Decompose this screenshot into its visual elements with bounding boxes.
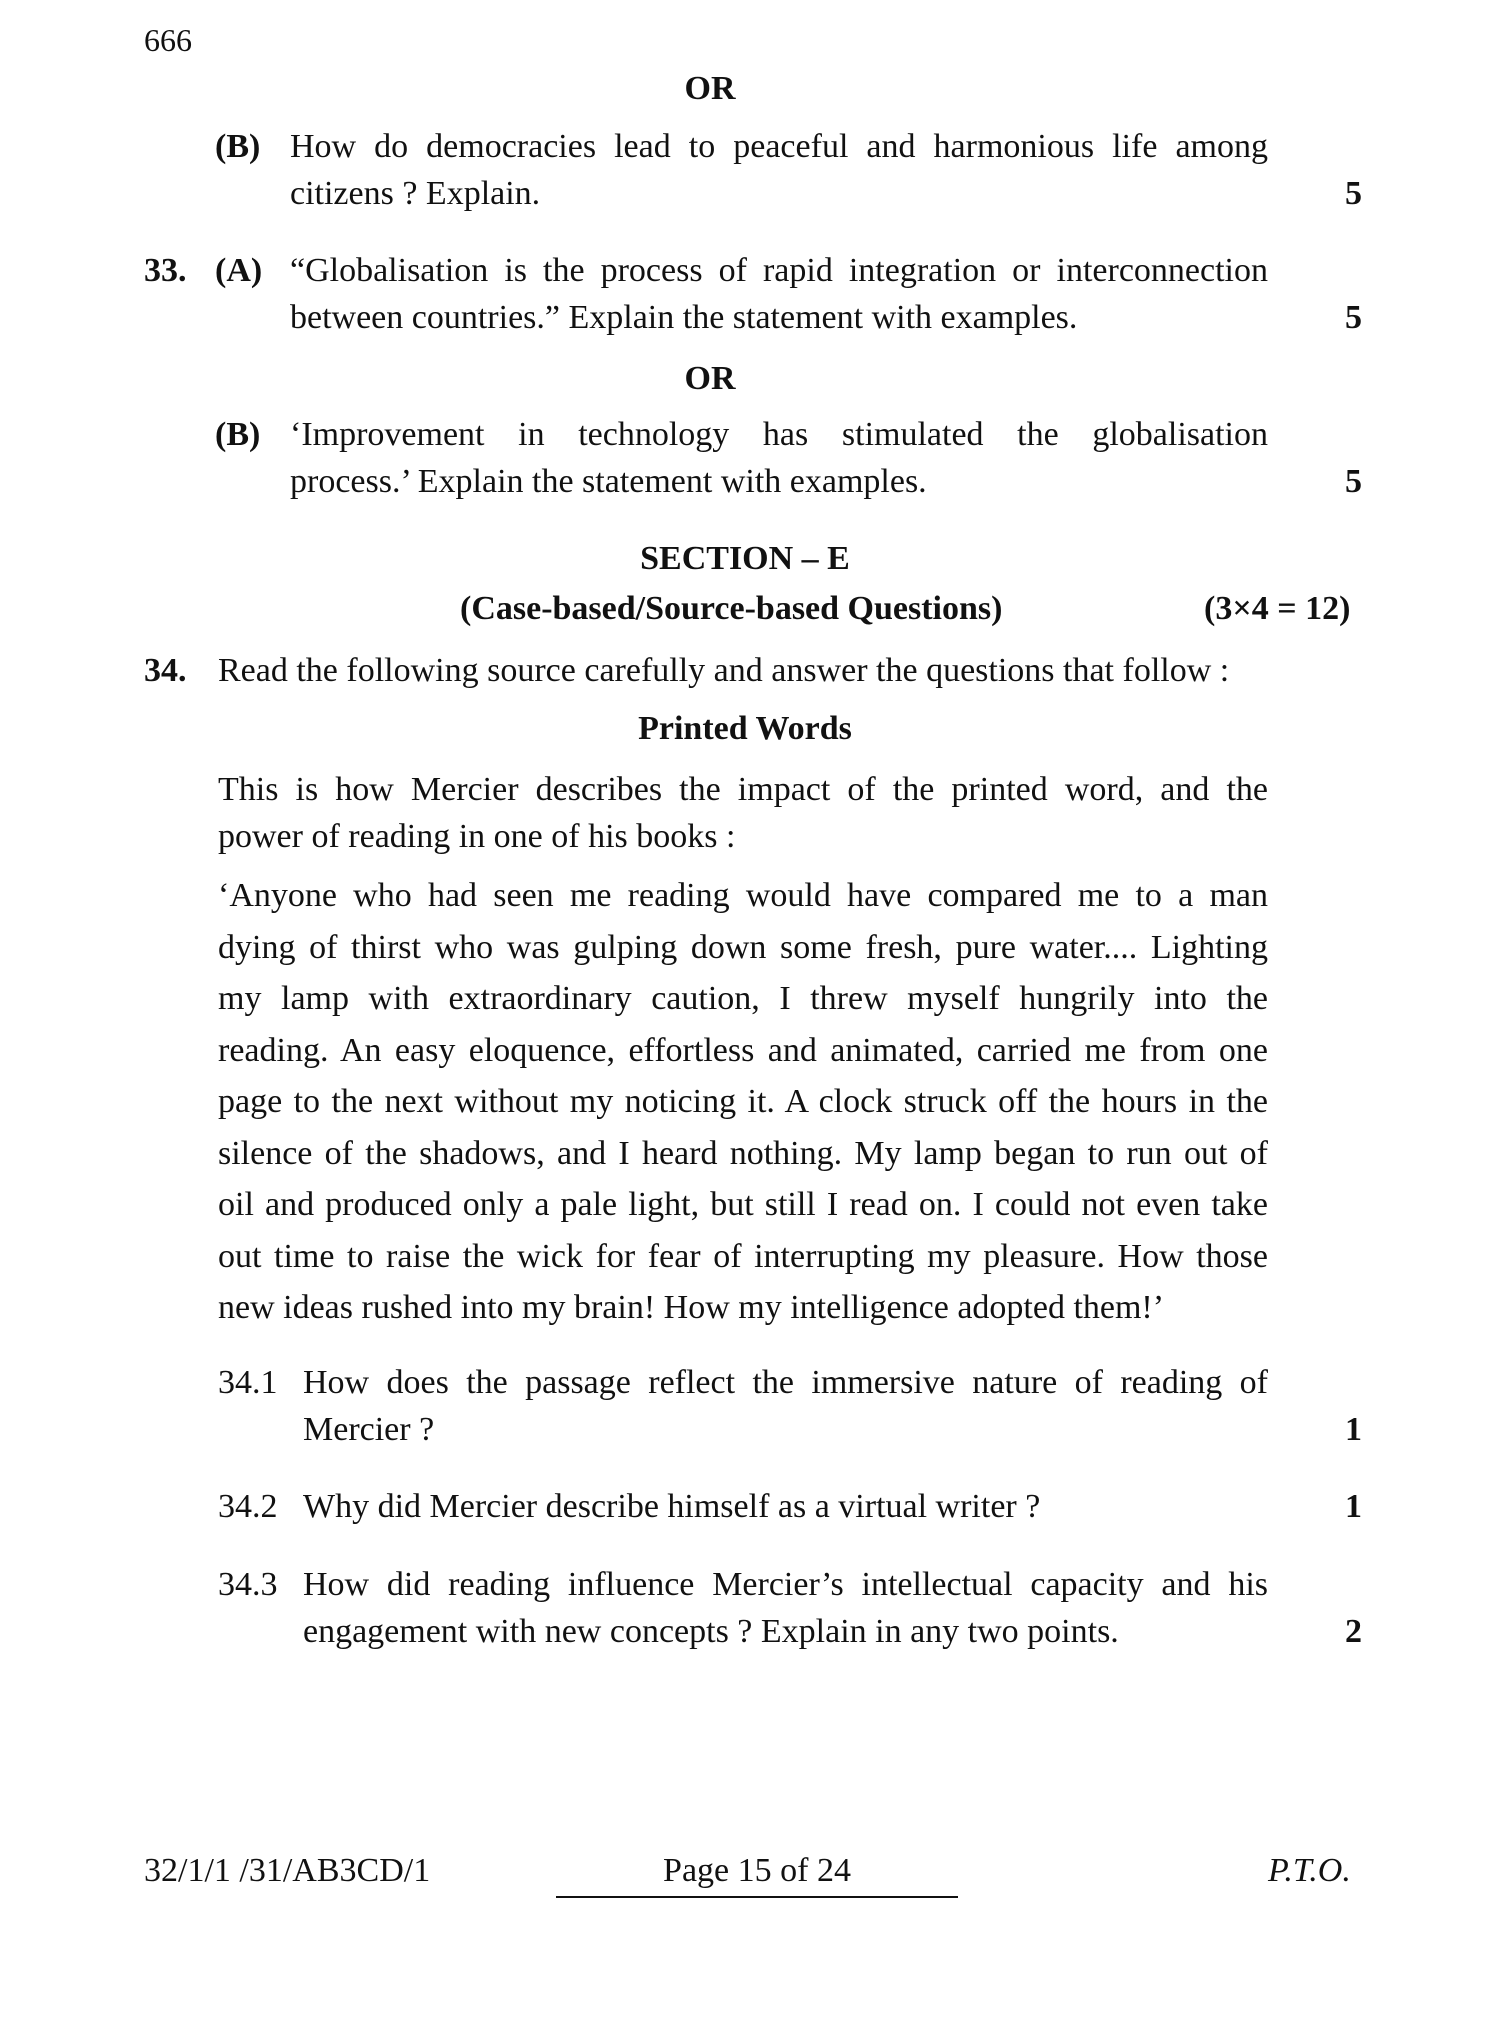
source-quote-line: oil and produced only a pale light, but still I read on. I could not even take — [218, 1186, 1268, 1223]
option-label: (B) — [215, 416, 261, 453]
or-divider: OR — [684, 360, 736, 397]
source-quote-line: dying of thirst who was gulping down some fresh, pure water.... Lighting — [218, 928, 1268, 966]
question-number: 34. — [144, 652, 187, 689]
subquestion-number: 34.2 — [218, 1488, 278, 1525]
page-indicator-underline — [556, 1896, 958, 1898]
subquestion-text-line: How does the passage reflect the immersive nature of reading of — [303, 1364, 1268, 1401]
source-quote-line: new ideas rushed into my brain! How my intelligence adopted them!’ — [218, 1289, 1165, 1326]
question-text-line: between countries.” Explain the statement with examples. — [290, 299, 1078, 336]
source-intro-line: power of reading in one of his books : — [218, 818, 736, 855]
source-quote-line: my lamp with extraordinary caution, I threw myself hungrily into the — [218, 980, 1268, 1017]
source-quote-line: ‘Anyone who had seen me reading would have compared me to a man — [218, 877, 1268, 914]
option-label: (A) — [215, 252, 263, 289]
marks: 1 — [1345, 1411, 1362, 1448]
marks: 2 — [1345, 1613, 1362, 1650]
subquestion-number: 34.1 — [218, 1364, 278, 1401]
question-text-line: ‘Improvement in technology has stimulated the globalisation — [290, 416, 1268, 453]
source-quote-line: page to the next without my noticing it. A clock struck off the hours in the — [218, 1083, 1268, 1120]
source-quote-line: reading. An easy eloquence, effortless and animated, carried me from one — [218, 1031, 1268, 1069]
page-number-top: 666 — [144, 22, 192, 58]
paper-code: 32/1/1 /31/AB3CD/1 — [144, 1852, 431, 1889]
question-number: 33. — [144, 252, 187, 289]
question-text-line: How do democracies lead to peaceful and harmonious life among — [290, 128, 1268, 165]
marks: 5 — [1345, 299, 1362, 336]
or-divider: OR — [684, 70, 736, 107]
source-title: Printed Words — [638, 710, 852, 747]
subquestion-text-line: Why did Mercier describe himself as a virtual writer ? — [303, 1488, 1041, 1525]
section-marks-total: (3×4 = 12) — [1204, 590, 1351, 627]
question-text-line: process.’ Explain the statement with examples. — [290, 463, 927, 500]
question-text-line: “Globalisation is the process of rapid integration or interconnection — [290, 252, 1268, 289]
subquestion-text-line: Mercier ? — [303, 1411, 435, 1448]
question-text-line: citizens ? Explain. — [290, 175, 541, 212]
source-quote-line: silence of the shadows, and I heard nothing. My lamp began to run out of — [218, 1134, 1268, 1172]
section-subtitle: (Case-based/Source-based Questions) — [460, 590, 1003, 627]
pto-label: P.T.O. — [1268, 1852, 1351, 1889]
subquestion-text-line: How did reading influence Mercier’s intellectual capacity and his — [303, 1566, 1268, 1603]
source-quote-line: out time to raise the wick for fear of interrupting my pleasure. How those — [218, 1237, 1268, 1275]
source-intro-line: This is how Mercier describes the impact of the printed word, and the — [218, 771, 1268, 808]
marks: 5 — [1345, 463, 1362, 500]
source-intro — [218, 766, 1268, 860]
subquestion-text-line: engagement with new concepts ? Explain in any two points. — [303, 1613, 1119, 1650]
question-instruction: Read the following source carefully and answer the questions that follow : — [218, 652, 1230, 689]
marks: 5 — [1345, 175, 1362, 212]
section-title: SECTION – E — [640, 540, 850, 577]
source-quote — [218, 870, 1268, 1334]
marks: 1 — [1345, 1488, 1362, 1525]
page-indicator: Page 15 of 24 — [663, 1852, 851, 1889]
subquestion-number: 34.3 — [218, 1566, 278, 1603]
option-label: (B) — [215, 128, 261, 165]
